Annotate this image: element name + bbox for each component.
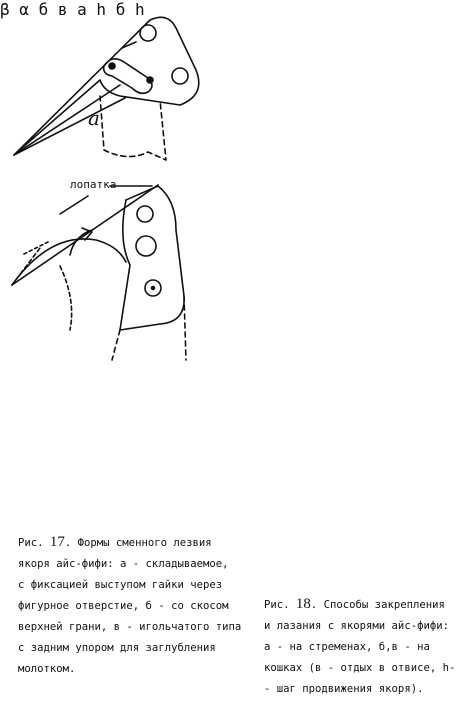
- fig17b-letter: б: [38, 0, 49, 19]
- fig18-caption-prefix: Рис.: [264, 599, 290, 611]
- fig18a-letter: а: [77, 0, 87, 19]
- fig18-caption-line-1: . Способы закрепления: [310, 599, 445, 611]
- fig17a-blade-drawing: [14, 17, 199, 160]
- fig17-caption-line-2: якоря айс-фифи: а - складываемое,: [18, 558, 229, 570]
- fig17-caption-line-1: . Формы сменного лезвия: [64, 537, 212, 549]
- fig18b-height-mark: h: [134, 0, 145, 19]
- fig17-caption-line-5: верхней грани, в - игольчатого типа: [18, 621, 242, 633]
- fig17b-angle-beta: β: [0, 0, 10, 19]
- fig17-caption: [18, 532, 258, 680]
- fig17b-lopatka-label: лопатка: [70, 178, 117, 191]
- fig18-caption-line-4: кошках (в - отдых в отвисе, h-: [264, 662, 456, 674]
- fig17-caption-line-3: с фиксацией выступом гайки через: [18, 579, 223, 591]
- fig17-caption-prefix: Рис.: [18, 537, 44, 549]
- fig18a-height-mark: h: [96, 0, 107, 19]
- fig17b-blade-drawing: [12, 185, 186, 360]
- fig17-caption-line-4: фигурное отверстие, б - со скосом: [18, 600, 229, 612]
- fig18-caption-line-2: и лазания с якорями айс-фифи:: [264, 620, 449, 632]
- fig18-caption-line-5: - шаг продвижения якоря).: [264, 683, 424, 695]
- fig17-caption-line-7: молотком.: [18, 663, 76, 675]
- fig17b-angle-alpha: α: [19, 0, 29, 19]
- fig18-caption: [264, 594, 469, 700]
- fig17-caption-number: 17: [49, 534, 65, 550]
- fig17v-letter: в: [57, 0, 68, 19]
- fig17a-letter: а: [88, 106, 100, 130]
- fig18-caption-line-3: а - на стременах, б,в - на: [264, 641, 430, 653]
- fig18b-letter: б: [115, 0, 126, 19]
- fig17-caption-line-6: с задним упором для заглубления: [18, 642, 216, 654]
- fig18-caption-number: 18: [295, 596, 311, 612]
